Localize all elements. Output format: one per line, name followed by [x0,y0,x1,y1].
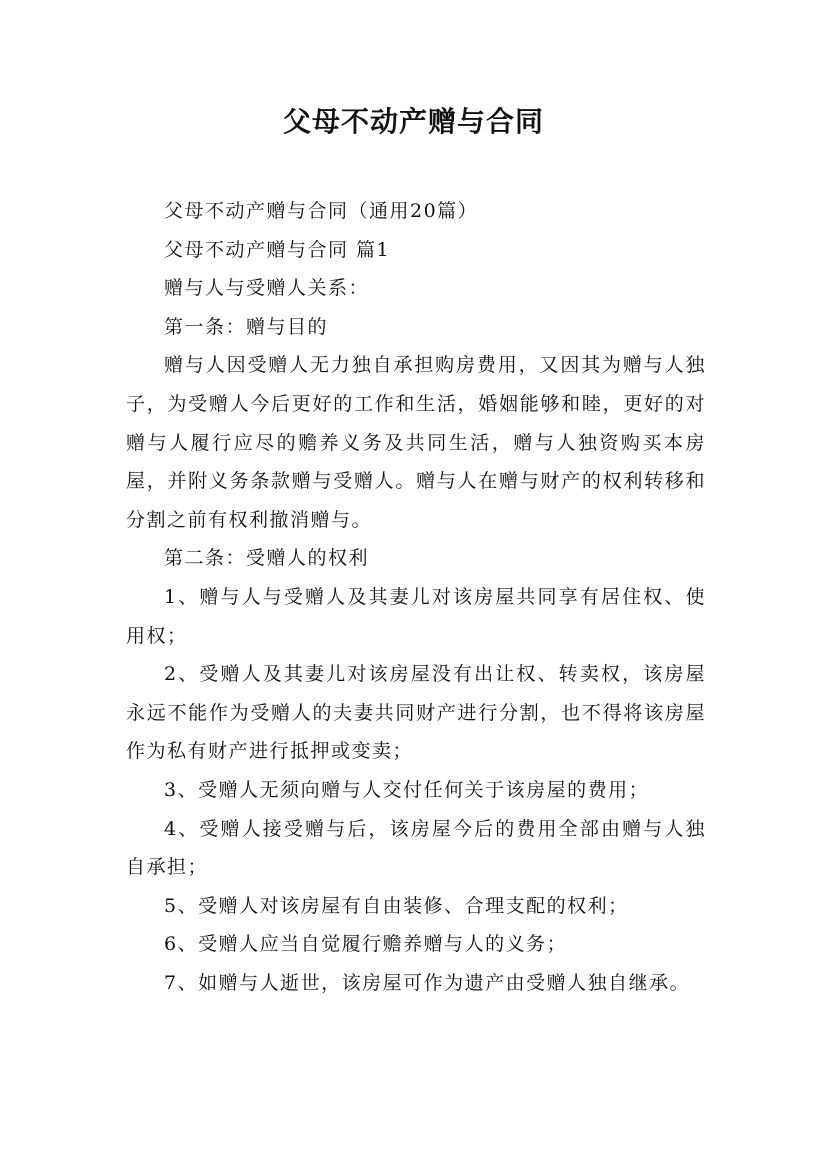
paragraph-item-1: 1、赠与人与受赠人及其妻儿对该房屋共同享有居住权、使用权； [126,585,706,647]
document-title: 父母不动产赠与合同 [282,105,544,138]
paragraph-item-5: 5、受赠人对该房屋有自由装修、合理支配的权利； [164,894,629,917]
paragraph-item-7: 7、如赠与人逝世，该房屋可作为遗产由受赠人独自继承。 [164,971,691,994]
paragraph-subtitle: 父母不动产赠与合同（通用20篇） [164,200,479,222]
paragraph-item-6: 6、受赠人应当自觉履行赡养赠与人的义务； [164,933,568,956]
paragraph-relationship: 赠与人与受赠人关系： [164,277,370,300]
paragraph-article-2-heading: 第二条：受赠人的权利 [164,547,370,570]
paragraph-item-4: 4、受赠人接受赠与后，该房屋今后的费用全部由赠与人独自承担； [126,817,706,879]
document-body [126,192,706,1002]
paragraph-section-heading: 父母不动产赠与合同 篇1 [164,238,391,261]
paragraph-article-1-body: 赠与人因受赠人无力独自承担购房费用，又因其为赠与人独子，为受赠人今后更好的工作和生活，婚姻能够和睦，更好的对赠与人履行应尽的赡养义务及共同生活，赠与人独资购买本房屋，并附义务条款赠与受赠人。赠与人在赠与财产的权利转移和分割之前有权利撤消赠与。 [126,354,706,531]
paragraph-item-3: 3、受赠人无须向赠与人交付任何关于该房屋的费用； [164,778,650,801]
paragraph-article-1-heading: 第一条：赠与目的 [164,315,329,338]
paragraph-item-2: 2、受赠人及其妻儿对该房屋没有出让权、转卖权，该房屋永远不能作为受赠人的夫妻共同财产进行分割，也不得将该房屋作为私有财产进行抵押或变卖； [126,663,706,763]
